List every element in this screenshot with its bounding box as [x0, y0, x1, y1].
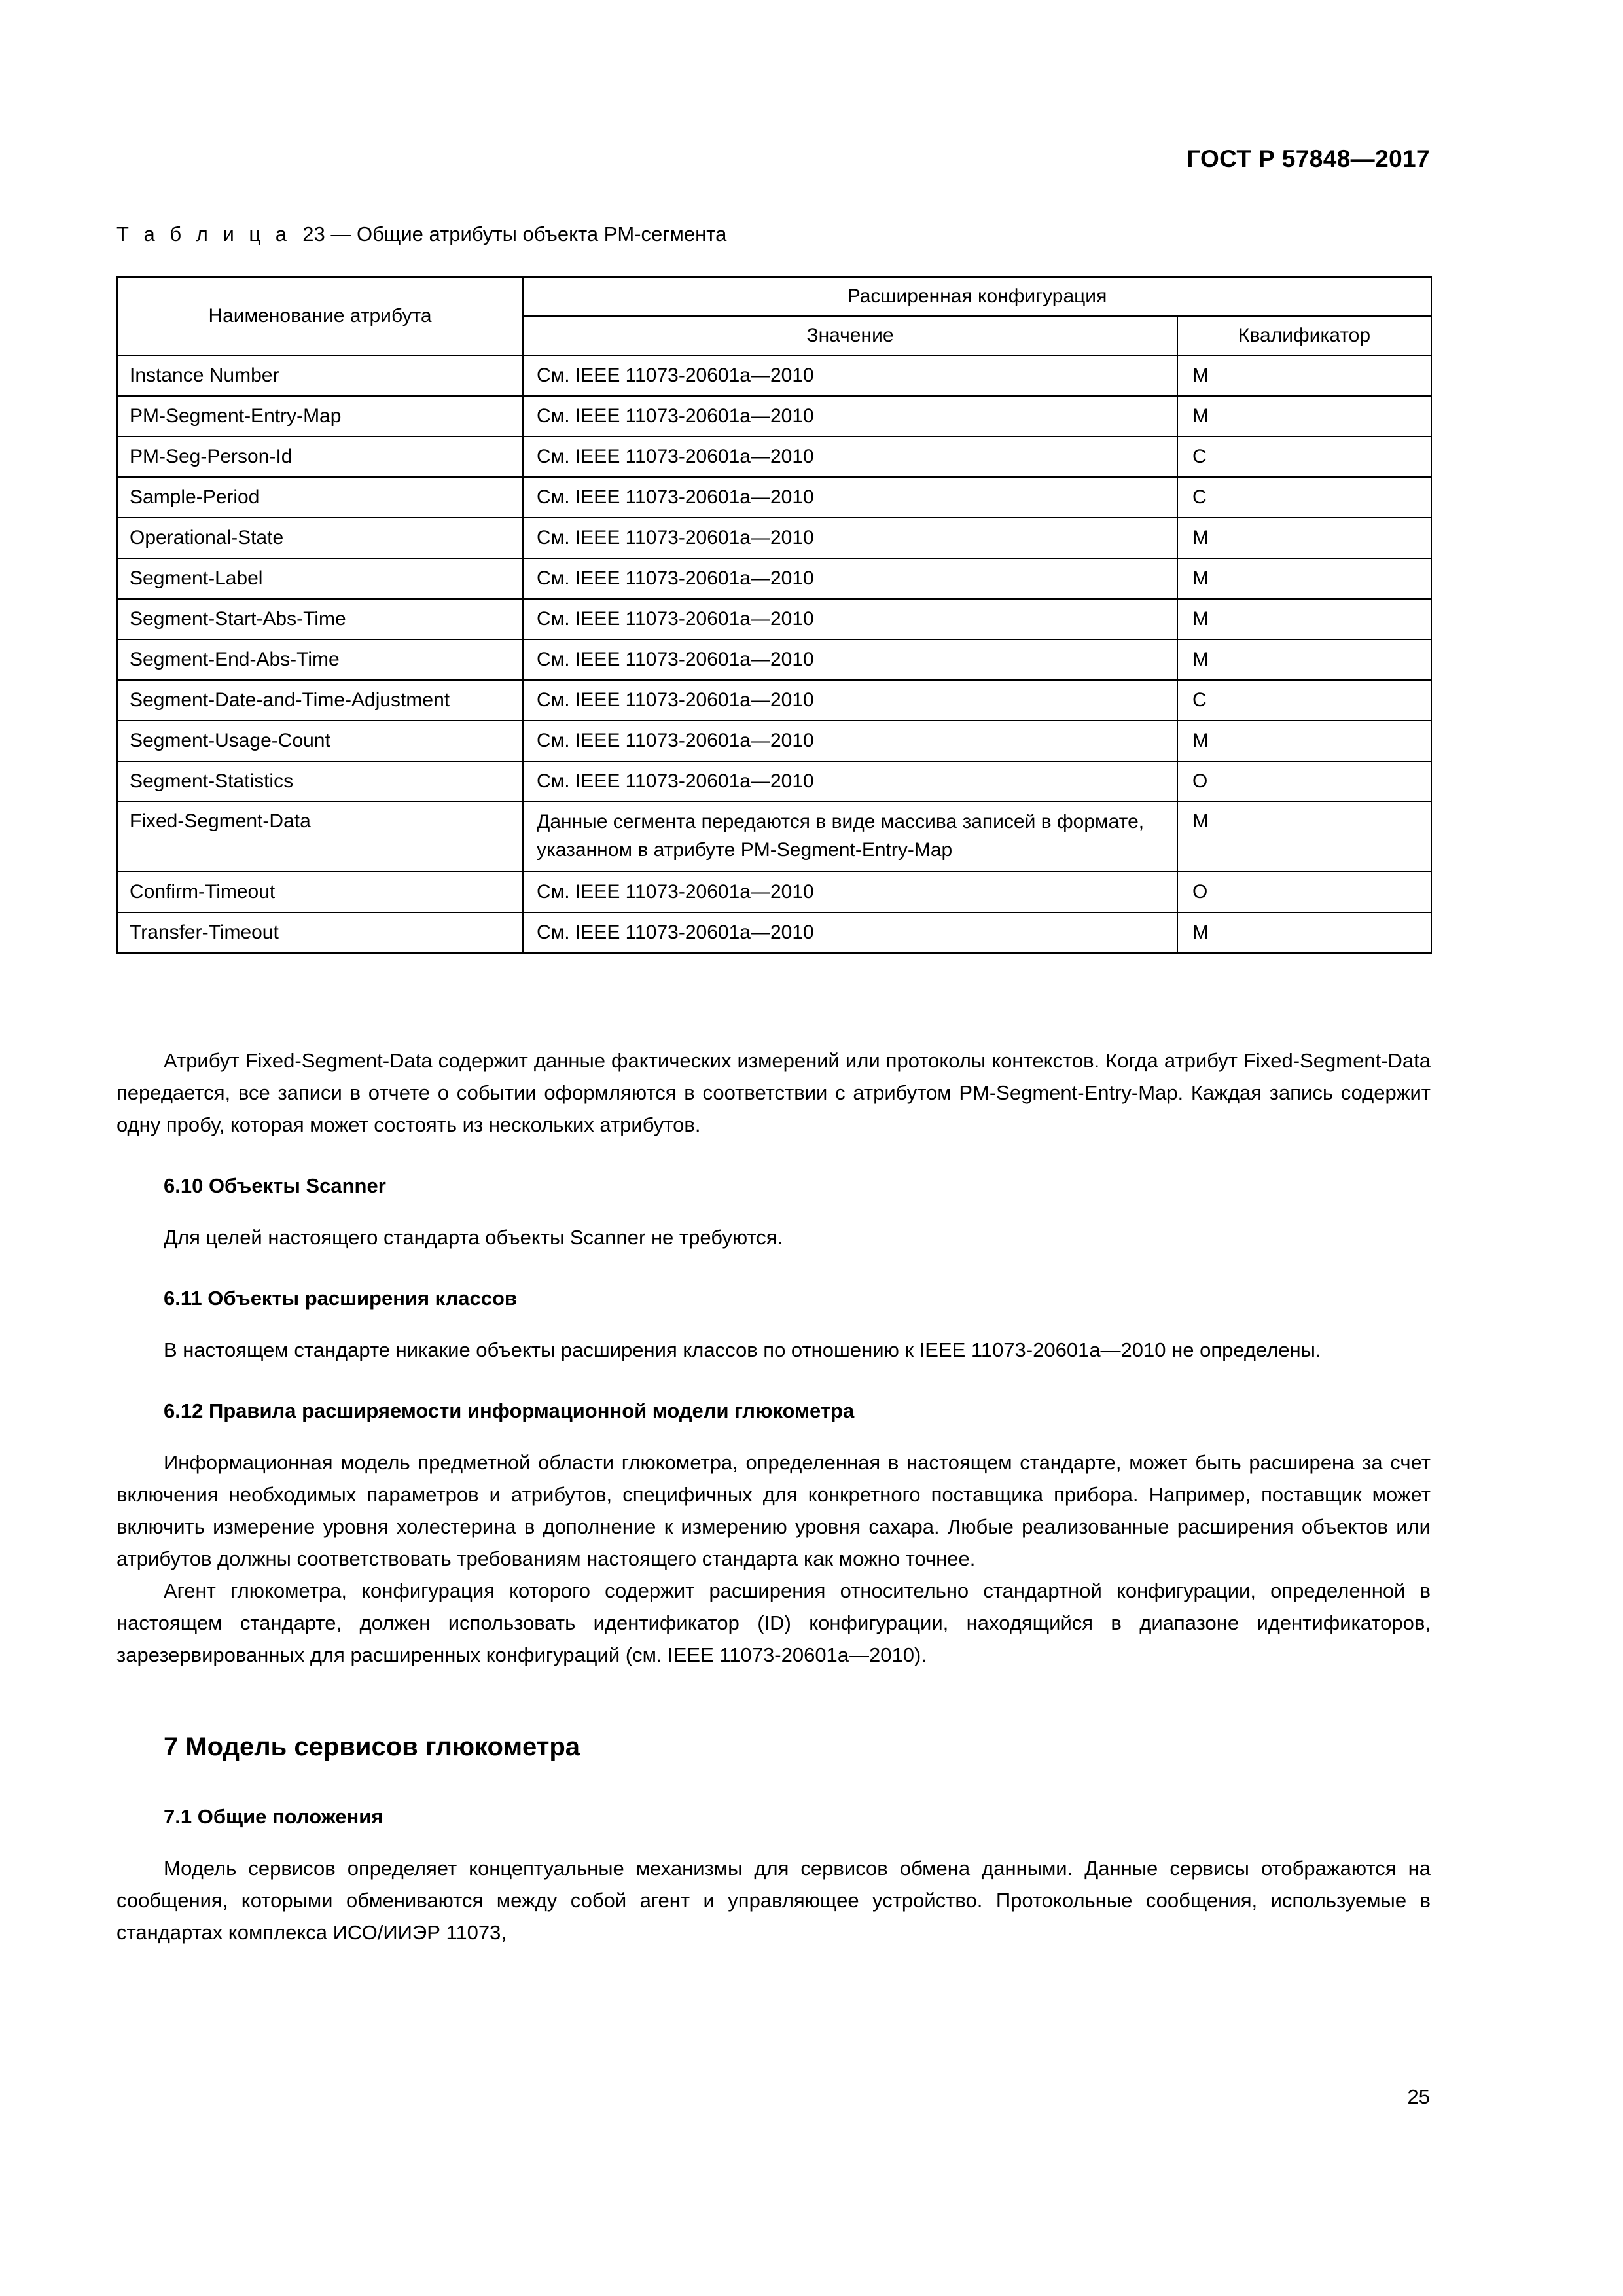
table-body [117, 355, 1431, 953]
value-text: См. IEEE 11073-20601a—2010 [537, 445, 814, 467]
value-text: См. IEEE 11073-20601a—2010 [537, 648, 814, 670]
spacer [116, 1141, 1431, 1170]
cell-attribute-name [117, 518, 523, 558]
qualifier-text: M [1192, 729, 1209, 751]
paragraph-6-11: В настоящем стандарте никакие объекты расширения классов по отношению к IEEE 11073-20601a—2010 не определены. [164, 1338, 1321, 1361]
table-caption-label: Т а б л и ц а [116, 223, 292, 245]
cell-value [523, 872, 1177, 912]
cell-attribute-name [117, 558, 523, 599]
cell-attribute-name [117, 721, 523, 761]
value-text: См. IEEE 11073-20601a—2010 [537, 526, 814, 548]
table-header-row-1 [117, 277, 1431, 316]
cell-value [523, 680, 1177, 721]
cell-qualifier [1177, 872, 1431, 912]
cell-attribute-name [117, 599, 523, 639]
cell-value [523, 396, 1177, 437]
heading-6-10: 6.10 Объекты Scanner [164, 1174, 386, 1197]
attribute-name-text: Segment-Label [130, 567, 263, 589]
qualifier-text: M [1192, 648, 1209, 670]
table-head [117, 277, 1431, 355]
qualifier-text: M [1192, 921, 1209, 943]
attribute-name-text: Transfer-Timeout [130, 921, 279, 943]
qualifier-text: M [1192, 526, 1209, 548]
cell-attribute-name [117, 477, 523, 518]
column-header-qualifier: Квалификатор [1177, 316, 1431, 355]
heading-7-1: 7.1 Общие положения [164, 1805, 383, 1828]
value-text: См. IEEE 11073-20601a—2010 [537, 607, 814, 630]
value-text: См. IEEE 11073-20601a—2010 [537, 404, 814, 427]
cell-value [523, 761, 1177, 802]
table-row [117, 721, 1431, 761]
attribute-name-text: Segment-Start-Abs-Time [130, 607, 346, 630]
table-row [117, 558, 1431, 599]
cell-qualifier [1177, 477, 1431, 518]
qualifier-text: M [1192, 810, 1209, 832]
attribute-name-text: Instance Number [130, 364, 279, 386]
attribute-name-text: Confirm-Timeout [130, 880, 276, 903]
value-text: См. IEEE 11073-20601a—2010 [537, 921, 814, 943]
qualifier-text: C [1192, 486, 1207, 508]
table-caption [116, 223, 726, 246]
value-text: См. IEEE 11073-20601a—2010 [537, 689, 814, 711]
table-row [117, 437, 1431, 477]
column-header-extended-config: Расширенная конфигурация [523, 277, 1431, 316]
spacer [116, 1202, 1431, 1221]
cell-attribute-name [117, 355, 523, 396]
cell-qualifier [1177, 721, 1431, 761]
cell-value [523, 802, 1177, 872]
table-row [117, 477, 1431, 518]
cell-value [523, 437, 1177, 477]
value-text: См. IEEE 11073-20601a—2010 [537, 729, 814, 751]
table-row [117, 912, 1431, 953]
cell-value [523, 599, 1177, 639]
attribute-name-text: Segment-Statistics [130, 770, 294, 792]
cell-attribute-name [117, 761, 523, 802]
cell-attribute-name [117, 872, 523, 912]
cell-value [523, 639, 1177, 680]
column-header-attribute-name: Наименование атрибута [117, 277, 523, 355]
cell-qualifier [1177, 761, 1431, 802]
cell-attribute-name [117, 802, 523, 872]
table-row [117, 680, 1431, 721]
spacer [116, 1314, 1431, 1334]
attribute-name-text: Segment-Usage-Count [130, 729, 330, 751]
value-text: См. IEEE 11073-20601a—2010 [537, 770, 814, 792]
table-row [117, 872, 1431, 912]
table-row [117, 639, 1431, 680]
qualifier-text: M [1192, 567, 1209, 589]
cell-qualifier [1177, 518, 1431, 558]
attribute-name-text: Fixed-Segment-Data [130, 810, 311, 832]
cell-qualifier [1177, 396, 1431, 437]
cell-value [523, 477, 1177, 518]
cell-attribute-name [117, 639, 523, 680]
table-row [117, 802, 1431, 872]
spacer [116, 1366, 1431, 1395]
cell-attribute-name [117, 437, 523, 477]
value-text: См. IEEE 11073-20601a—2010 [537, 364, 814, 386]
value-text: См. IEEE 11073-20601a—2010 [537, 880, 814, 903]
cell-value [523, 721, 1177, 761]
cell-attribute-name [117, 396, 523, 437]
heading-section-7: 7 Модель сервисов глюкометра [164, 1732, 580, 1761]
cell-qualifier [1177, 912, 1431, 953]
qualifier-text: M [1192, 404, 1209, 427]
table-row [117, 355, 1431, 396]
page-number: 25 [1407, 2085, 1430, 2108]
heading-6-11: 6.11 Объекты расширения классов [164, 1287, 517, 1310]
cell-attribute-name [117, 680, 523, 721]
spacer [116, 1833, 1431, 1852]
attribute-name-text: Segment-End-Abs-Time [130, 648, 340, 670]
cell-value [523, 912, 1177, 953]
column-header-value: Значение [523, 316, 1177, 355]
qualifier-text: C [1192, 689, 1207, 711]
attribute-name-text: PM-Segment-Entry-Map [130, 404, 342, 427]
attribute-name-text: PM-Seg-Person-Id [130, 445, 293, 467]
heading-6-12: 6.12 Правила расширяемости информационной модели глюкометра [164, 1399, 855, 1422]
attribute-name-text: Operational-State [130, 526, 284, 548]
qualifier-text: O [1192, 770, 1208, 792]
paragraph-fixed-segment-data: Атрибут Fixed-Segment-Data содержит данные фактических измерений или протоколы контекстов. Когда атрибут Fixed-Segment-Data передается, все записи в отчете о событии оформляются в соответствии с атрибутом PM-Segment-Entry-Map. Каждая запись содержит одну пробу, которая может состоять из нескольких атрибутов. [116, 1049, 1431, 1136]
qualifier-text: C [1192, 445, 1207, 467]
cell-qualifier [1177, 437, 1431, 477]
table-row [117, 761, 1431, 802]
cell-qualifier [1177, 802, 1431, 872]
paragraph-6-10: Для целей настоящего стандарта объекты Scanner не требуются. [164, 1226, 783, 1249]
cell-qualifier [1177, 355, 1431, 396]
attribute-name-text: Sample-Period [130, 486, 260, 508]
table-row [117, 396, 1431, 437]
spacer [116, 1253, 1431, 1282]
qualifier-text: M [1192, 607, 1209, 630]
value-text: См. IEEE 11073-20601a—2010 [537, 567, 814, 589]
cell-attribute-name [117, 912, 523, 953]
paragraph-6-12-a: Информационная модель предметной области глюкометра, определенная в настоящем стандарте, может быть расширена за счет включения необходимых параметров и атрибутов, специфичных для конкретного поставщика прибора. Например, поставщик может включить измерение уровня холестерина в дополнение к измерению уровня сахара. Любые реализованные расширения объектов или атрибутов должны соответствовать требованиям настоящего стандарта как можно точнее. [116, 1451, 1431, 1570]
spacer [116, 1671, 1431, 1730]
value-text: См. IEEE 11073-20601a—2010 [537, 486, 814, 508]
cell-value [523, 558, 1177, 599]
pm-segment-attributes-table [116, 276, 1432, 954]
value-text: Данные сегмента передаются в виде массива записей в формате, указанном в атрибуте PM-Segment-Entry-Map [537, 811, 1145, 861]
cell-qualifier [1177, 680, 1431, 721]
cell-value [523, 518, 1177, 558]
cell-value [523, 355, 1177, 396]
cell-qualifier [1177, 639, 1431, 680]
cell-qualifier [1177, 599, 1431, 639]
table-row [117, 518, 1431, 558]
body-content [116, 1045, 1431, 1948]
paragraph-6-12-b: Агент глюкометра, конфигурация которого содержит расширения относительно стандартной конфигурации, определенной в настоящем стандарте, должен использовать идентификатор (ID) конфигурации, находящийся в диапазоне идентификаторов, зарезервированных для расширенных конфигураций (см. IEEE 11073-20601a—2010). [116, 1579, 1431, 1666]
standard-header: ГОСТ Р 57848—2017 [1186, 145, 1430, 172]
qualifier-text: M [1192, 364, 1209, 386]
table-row [117, 599, 1431, 639]
spacer [116, 1764, 1431, 1801]
cell-qualifier [1177, 558, 1431, 599]
attribute-name-text: Segment-Date-and-Time-Adjustment [130, 689, 450, 711]
paragraph-7-1: Модель сервисов определяет концептуальные механизмы для сервисов обмена данными. Данные сервисы отображаются на сообщения, которыми обмениваются между собой агент и управляющее устройство. Протокольные сообщения, используемые в стандартах комплекса ИСО/ИИЭР 11073, [116, 1857, 1431, 1944]
table-caption-text: 23 — Общие атрибуты объекта PM-сегмента [302, 223, 727, 245]
spacer [116, 1427, 1431, 1446]
qualifier-text: O [1192, 880, 1208, 903]
